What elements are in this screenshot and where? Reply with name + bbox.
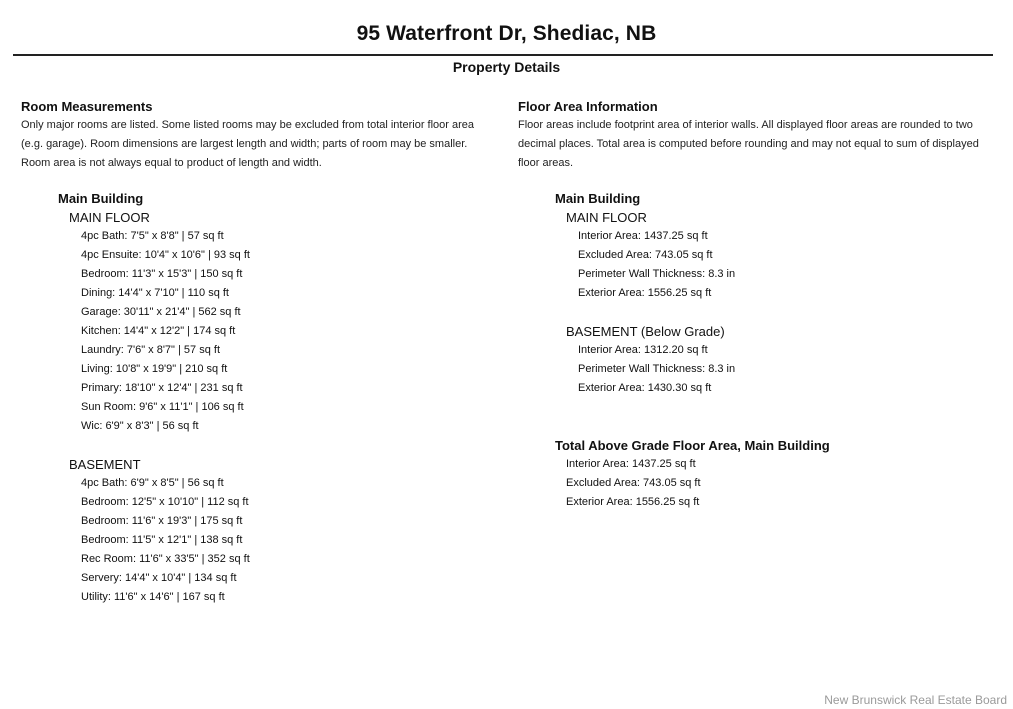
room-item: Bedroom: 11'6" x 19'3" | 175 sq ft <box>81 515 243 527</box>
building-name: Main Building <box>58 191 144 206</box>
room-measurements-heading: Room Measurements <box>21 99 153 114</box>
area-item: Excluded Area: 743.05 sq ft <box>578 249 713 261</box>
floor-area-section <box>518 97 998 512</box>
room-item: Bedroom: 11'3" x 15'3" | 150 sq ft <box>81 268 243 280</box>
floor-label-main: MAIN FLOOR <box>69 210 150 225</box>
floor-label-basement: BASEMENT <box>69 457 141 472</box>
room-item: Utility: 11'6" x 14'6" | 167 sq ft <box>81 591 225 603</box>
room-item: Sun Room: 9'6" x 11'1" | 106 sq ft <box>81 401 244 413</box>
room-item: Bedroom: 11'5" x 12'1" | 138 sq ft <box>81 534 243 546</box>
room-item: 4pc Bath: 6'9" x 8'5" | 56 sq ft <box>81 477 224 489</box>
room-item: Dining: 14'4" x 7'10" | 110 sq ft <box>81 287 229 299</box>
title-divider <box>13 54 993 56</box>
floor-label-main: MAIN FLOOR <box>566 210 647 225</box>
floor-label-basement: BASEMENT (Below Grade) <box>566 324 725 339</box>
area-item: Perimeter Wall Thickness: 8.3 in <box>578 363 736 375</box>
room-item: Garage: 30'11" x 21'4" | 562 sq ft <box>81 306 241 318</box>
room-item: Servery: 14'4" x 10'4" | 134 sq ft <box>81 572 237 584</box>
area-item: Exterior Area: 1430.30 sq ft <box>578 382 712 394</box>
area-item: Interior Area: 1437.25 sq ft <box>578 230 708 242</box>
board-watermark: New Brunswick Real Estate Board <box>824 693 1007 707</box>
room-item: Primary: 18'10" x 12'4" | 231 sq ft <box>81 382 243 394</box>
room-measurements-section <box>21 97 501 607</box>
total-area-item: Exterior Area: 1556.25 sq ft <box>566 496 700 508</box>
page-subtitle: Property Details <box>452 59 561 75</box>
area-item: Exterior Area: 1556.25 sq ft <box>578 287 712 299</box>
room-item: Kitchen: 14'4" x 12'2" | 174 sq ft <box>81 325 236 337</box>
room-item: 4pc Bath: 7'5" x 8'8" | 57 sq ft <box>81 230 224 242</box>
floor-area-heading: Floor Area Information <box>518 99 658 114</box>
room-item: Living: 10'8" x 19'9" | 210 sq ft <box>81 363 228 375</box>
total-area-heading: Total Above Grade Floor Area, Main Building <box>555 438 830 453</box>
room-item: Bedroom: 12'5" x 10'10" | 112 sq ft <box>81 496 249 508</box>
area-item: Perimeter Wall Thickness: 8.3 in <box>578 268 736 280</box>
room-measurements-note: Only major rooms are listed. Some listed rooms may be excluded from total interior floor area (e.g. garage). Room dimensions are largest length and width; parts of room may be smaller. Room area is not always equal to product of length and width. <box>21 119 475 169</box>
total-area-item: Interior Area: 1437.25 sq ft <box>566 458 696 470</box>
floor-area-note: Floor areas include footprint area of interior walls. All displayed floor areas are rounded to two decimal places. Total area is computed before rounding and may not equal to sum of displayed floor areas. <box>518 119 979 169</box>
total-area-item: Excluded Area: 743.05 sq ft <box>566 477 701 489</box>
room-item: Wic: 6'9" x 8'3" | 56 sq ft <box>81 420 199 432</box>
room-item: Laundry: 7'6" x 8'7" | 57 sq ft <box>81 344 221 356</box>
page-title: 95 Waterfront Dr, Shediac, NB <box>356 22 657 45</box>
room-item: Rec Room: 11'6" x 33'5" | 352 sq ft <box>81 553 250 565</box>
area-item: Interior Area: 1312.20 sq ft <box>578 344 708 356</box>
building-name: Main Building <box>555 191 641 206</box>
room-item: 4pc Ensuite: 10'4" x 10'6" | 93 sq ft <box>81 249 250 261</box>
